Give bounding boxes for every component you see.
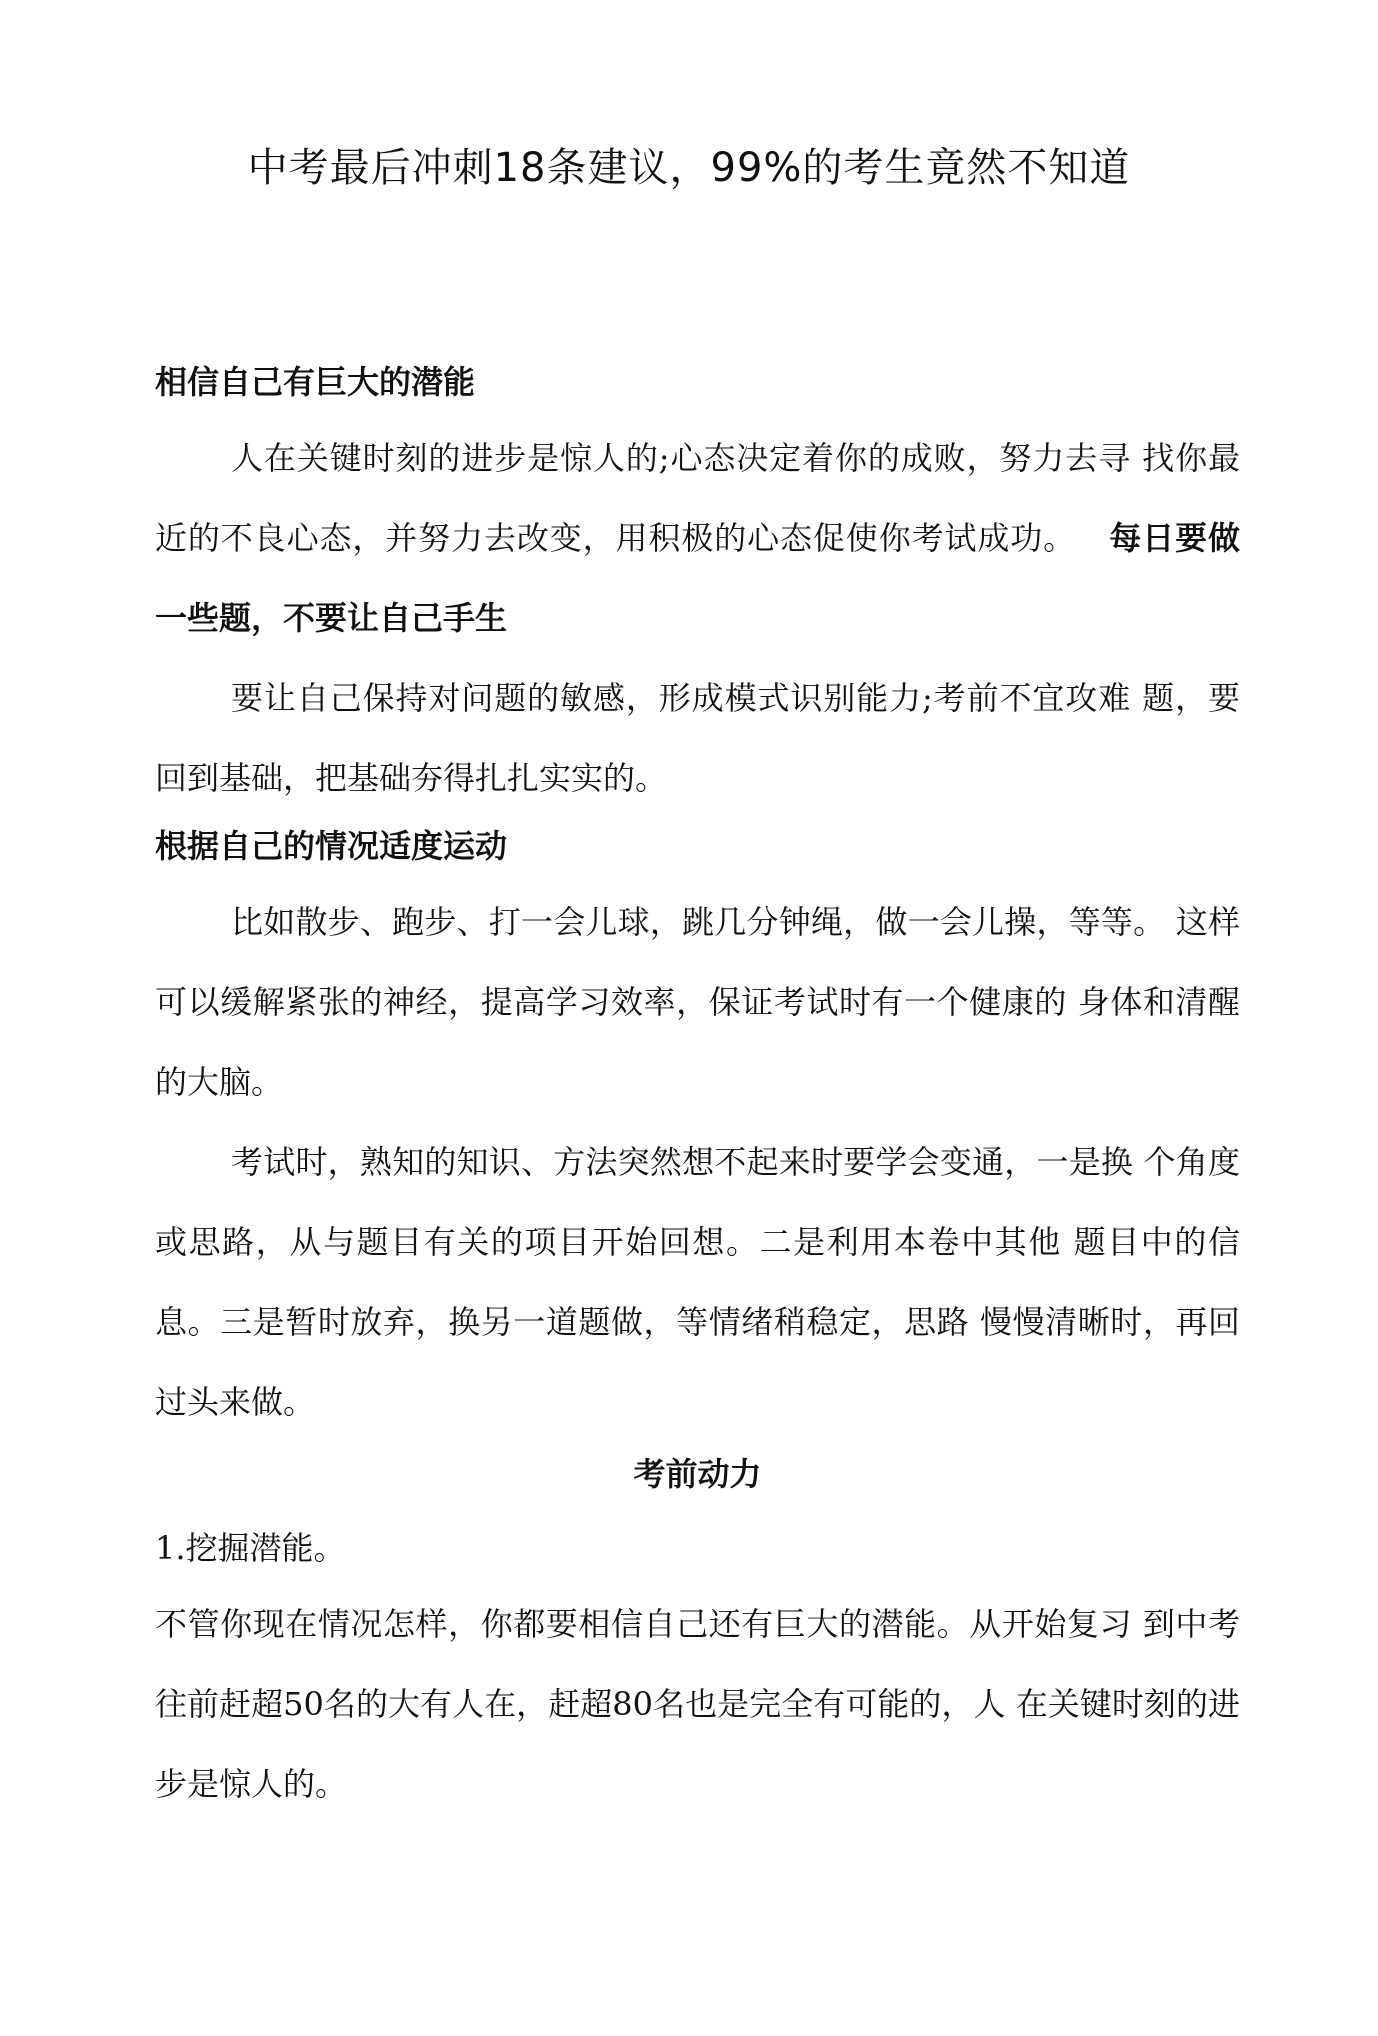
section-heading-daily-practice: 每日要做一些题，不要让自己手生 <box>155 519 1240 637</box>
document-title: 中考最后冲刺18条建议，99%的考生竟然不知道 <box>247 145 1131 191</box>
section-heading-exercise: 根据自己的情况适度运动 <box>155 827 508 865</box>
paragraph-adaptation: 考试时，熟知的知识、方法突然想不起来时要学会变通，一是换 个角度或思路，从与题目有关的项目开始回想。二是利用本卷中其他 题目中的信息。三是暂时放弃，换另一道题做，等情绪稍稳定，思路 慢慢清晰时，再回过头来做。 <box>155 1143 1240 1421</box>
section-heading-motivation: 考前动力 <box>633 1455 762 1493</box>
paragraph-exercise: 比如散步、跑步、打一会儿球，跳几分钟绳，做一会儿操，等等。 这样可以缓解紧张的神经，提高学习效率，保证考试时有一个健康的 身体和清醒的大脑。 <box>155 903 1240 1101</box>
paragraph-dig-potential: 不管你现在情况怎样，你都要相信自己还有巨大的潜能。从开始复习 到中考往前赶超50名的大有人在，赶超80名也是完全有可能的，人 在关键时刻的进步是惊人的。 <box>155 1605 1240 1803</box>
list-item-label-dig-potential: 1.挖掘潜能。 <box>155 1529 346 1567</box>
paragraph-potential <box>155 418 1240 658</box>
paragraph-potential-text: 人在关键时刻的进步是惊人的;心态决定着你的成败，努力去寻 找你最近的不良心态，并努力去改变，用积极的心态促使你考试成功。 <box>155 439 1240 557</box>
document-body <box>155 360 1240 1824</box>
section-heading-potential: 相信自己有巨大的潜能 <box>155 363 476 401</box>
paragraph-daily-practice: 要让自己保持对问题的敏感，形成模式识别能力;考前不宜攻难 题，要回到基础，把基础夯得扎扎实实的。 <box>155 679 1240 797</box>
